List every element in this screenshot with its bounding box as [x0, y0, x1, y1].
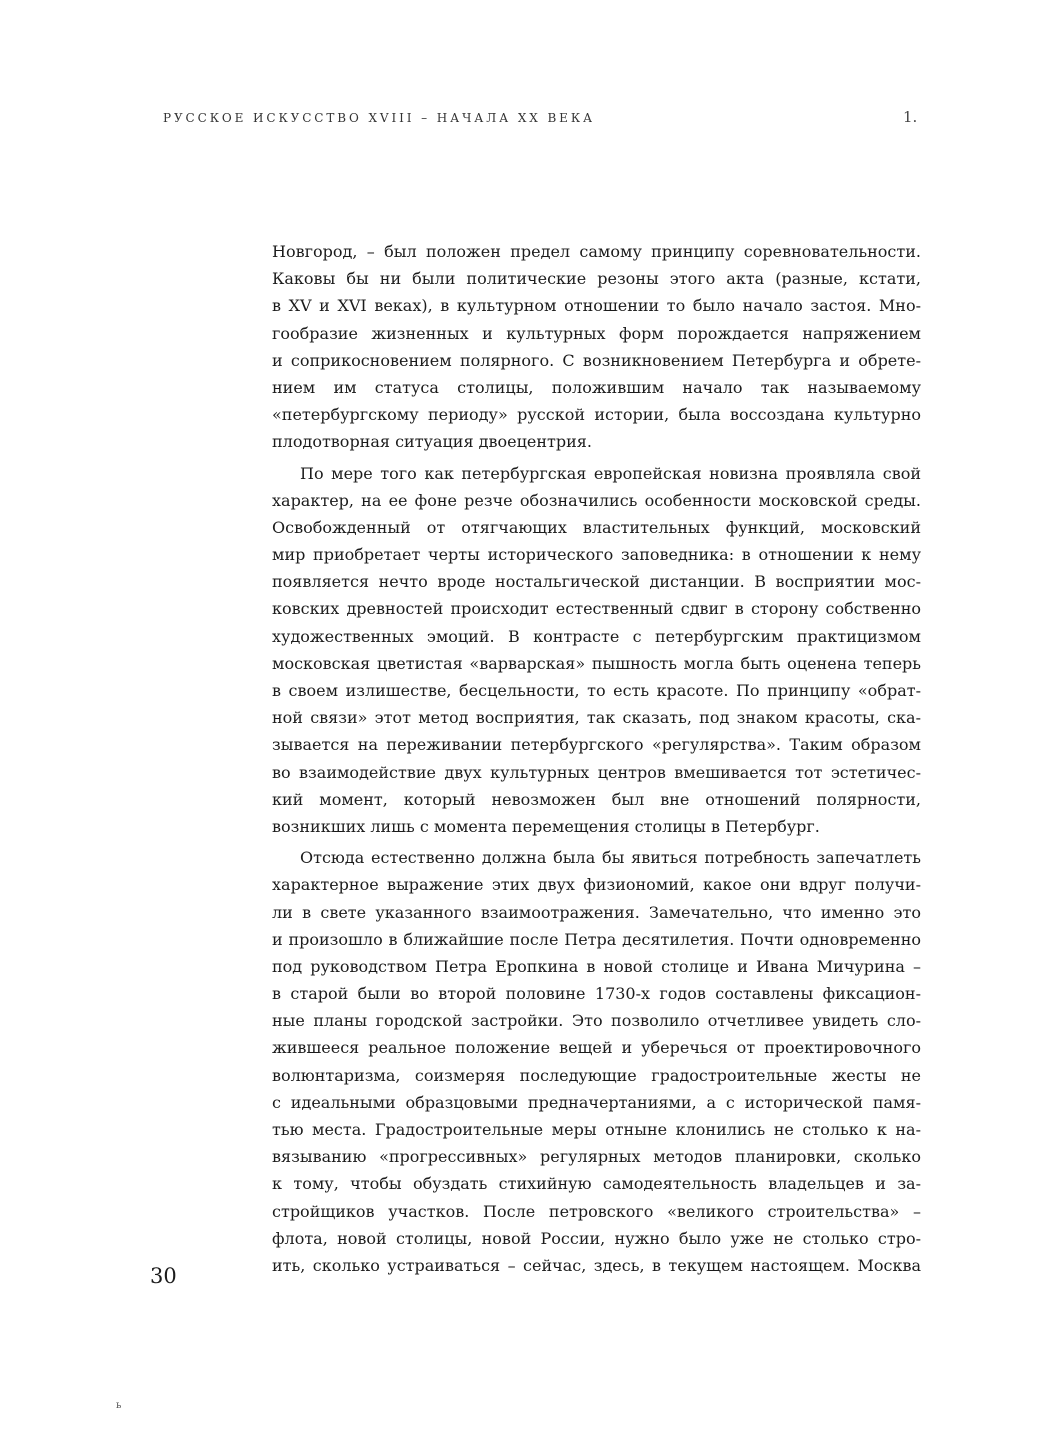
text-line: и соприкосновением полярного. С возникновением Петербурга и обрете-	[272, 350, 922, 370]
body-text	[272, 238, 921, 1283]
text-line: гообразие жизненных и культурных форм порождается напряжением	[272, 323, 922, 343]
text-line: с идеальными образцовыми предначертаниями, а с исторической памя-	[272, 1092, 921, 1112]
text-line: ковских древностей происходит естественный сдвиг в сторону собственно	[272, 599, 922, 619]
text-line: характерное выражение этих двух физиономий, какое они вдруг получи-	[272, 875, 921, 895]
text-line: жившееся реальное положение вещей и уберечься от проектировочного	[272, 1038, 921, 1058]
paragraph	[272, 238, 921, 456]
text-line: московская цветистая «варварская» пышность могла быть оценена теперь	[272, 653, 921, 673]
text-line: под руководством Петра Еропкина в новой столице и Ивана Мичурина –	[272, 956, 922, 976]
text-line: в старой были во второй половине 1730-х годов составлены фиксацион-	[272, 984, 921, 1004]
text-line: нием им статуса столицы, положившим начало так называемому	[272, 377, 921, 397]
text-line: ной связи» этот метод восприятия, так сказать, под знаком красоты, ска-	[272, 708, 922, 728]
text-line: к тому, чтобы обуздать стихийную самодеятельность владельцев и за-	[272, 1174, 921, 1194]
text-line: Отсюда естественно должна была бы явиться потребность запечатлеть	[300, 848, 921, 868]
text-line: По мере того как петербургская европейская новизна проявляла свой	[300, 463, 921, 483]
text-line: возникших лишь с момента перемещения столицы в Петербург.	[272, 816, 820, 836]
text-line: в XV и XVI веках), в культурном отношении то было начало застоя. Мно-	[272, 296, 921, 316]
paragraph	[272, 844, 921, 1279]
text-line: характер, на ее фоне резче обозначились особенности московской среды.	[272, 490, 921, 510]
text-line: Новгород, – был положен предел самому принципу соревновательности.	[272, 242, 921, 261]
paragraph	[272, 460, 921, 841]
text-line: в своем излишестве, бесцельности, то есть красоте. По принципу «обрат-	[272, 681, 921, 700]
text-line: во взаимодействие двух культурных центров вмешивается тот эстетичес-	[272, 762, 921, 782]
text-line: флота, новой столицы, новой России, нужно было уже не столько стро-	[272, 1228, 921, 1248]
margin-mark: ь	[116, 1400, 122, 1411]
text-line: «петербургскому периоду» русской истории, была воссоздана культурно	[272, 405, 922, 425]
text-line: плодотворная ситуация двоецентрия.	[272, 432, 592, 452]
text-line: появляется нечто вроде ностальгической дистанции. В восприятии мос-	[272, 572, 921, 592]
text-line: кий момент, который невозможен был вне отношений полярности,	[272, 789, 922, 809]
text-line: ли в свете указанного взаимоотражения. Замечательно, что именно это	[272, 902, 921, 922]
text-line: Освобожденный от отягчающих властительных функций, московский	[272, 517, 922, 537]
text-line: художественных эмоций. В контрасте с петербургским практицизмом	[272, 626, 921, 646]
page-number: 30	[150, 1264, 177, 1288]
running-head: РУССКОЕ ИСКУССТВО XVIII – НАЧАЛА XX ВЕКА	[163, 111, 595, 125]
text-line: тью места. Градостроительные меры отныне клонились не столько к на-	[272, 1120, 921, 1139]
text-line: зывается на переживании петербургского «регулярства». Таким образом	[272, 735, 922, 755]
chapter-number: 1.	[903, 108, 918, 126]
text-line: Каковы бы ни были политические резоны этого акта (разные, кстати,	[272, 269, 921, 289]
text-line: ные планы городской застройки. Это позволило отчетливее увидеть сло-	[272, 1011, 921, 1031]
text-line: вязыванию «прогрессивных» регулярных методов планировки, сколько	[272, 1147, 921, 1167]
text-line: ить, сколько устраиваться – сейчас, здесь, в текущем настоящем. Москва	[272, 1255, 921, 1275]
text-line: и произошло в ближайшие после Петра десятилетия. Почти одновременно	[272, 929, 922, 949]
text-line: мир приобретает черты исторического заповедника: в отношении к нему	[272, 545, 921, 565]
text-line: волюнтаризма, соизмеряя последующие градостроительные жесты не	[272, 1065, 921, 1085]
text-line: стройщиков участков. После петровского «великого строительства» –	[272, 1201, 921, 1221]
